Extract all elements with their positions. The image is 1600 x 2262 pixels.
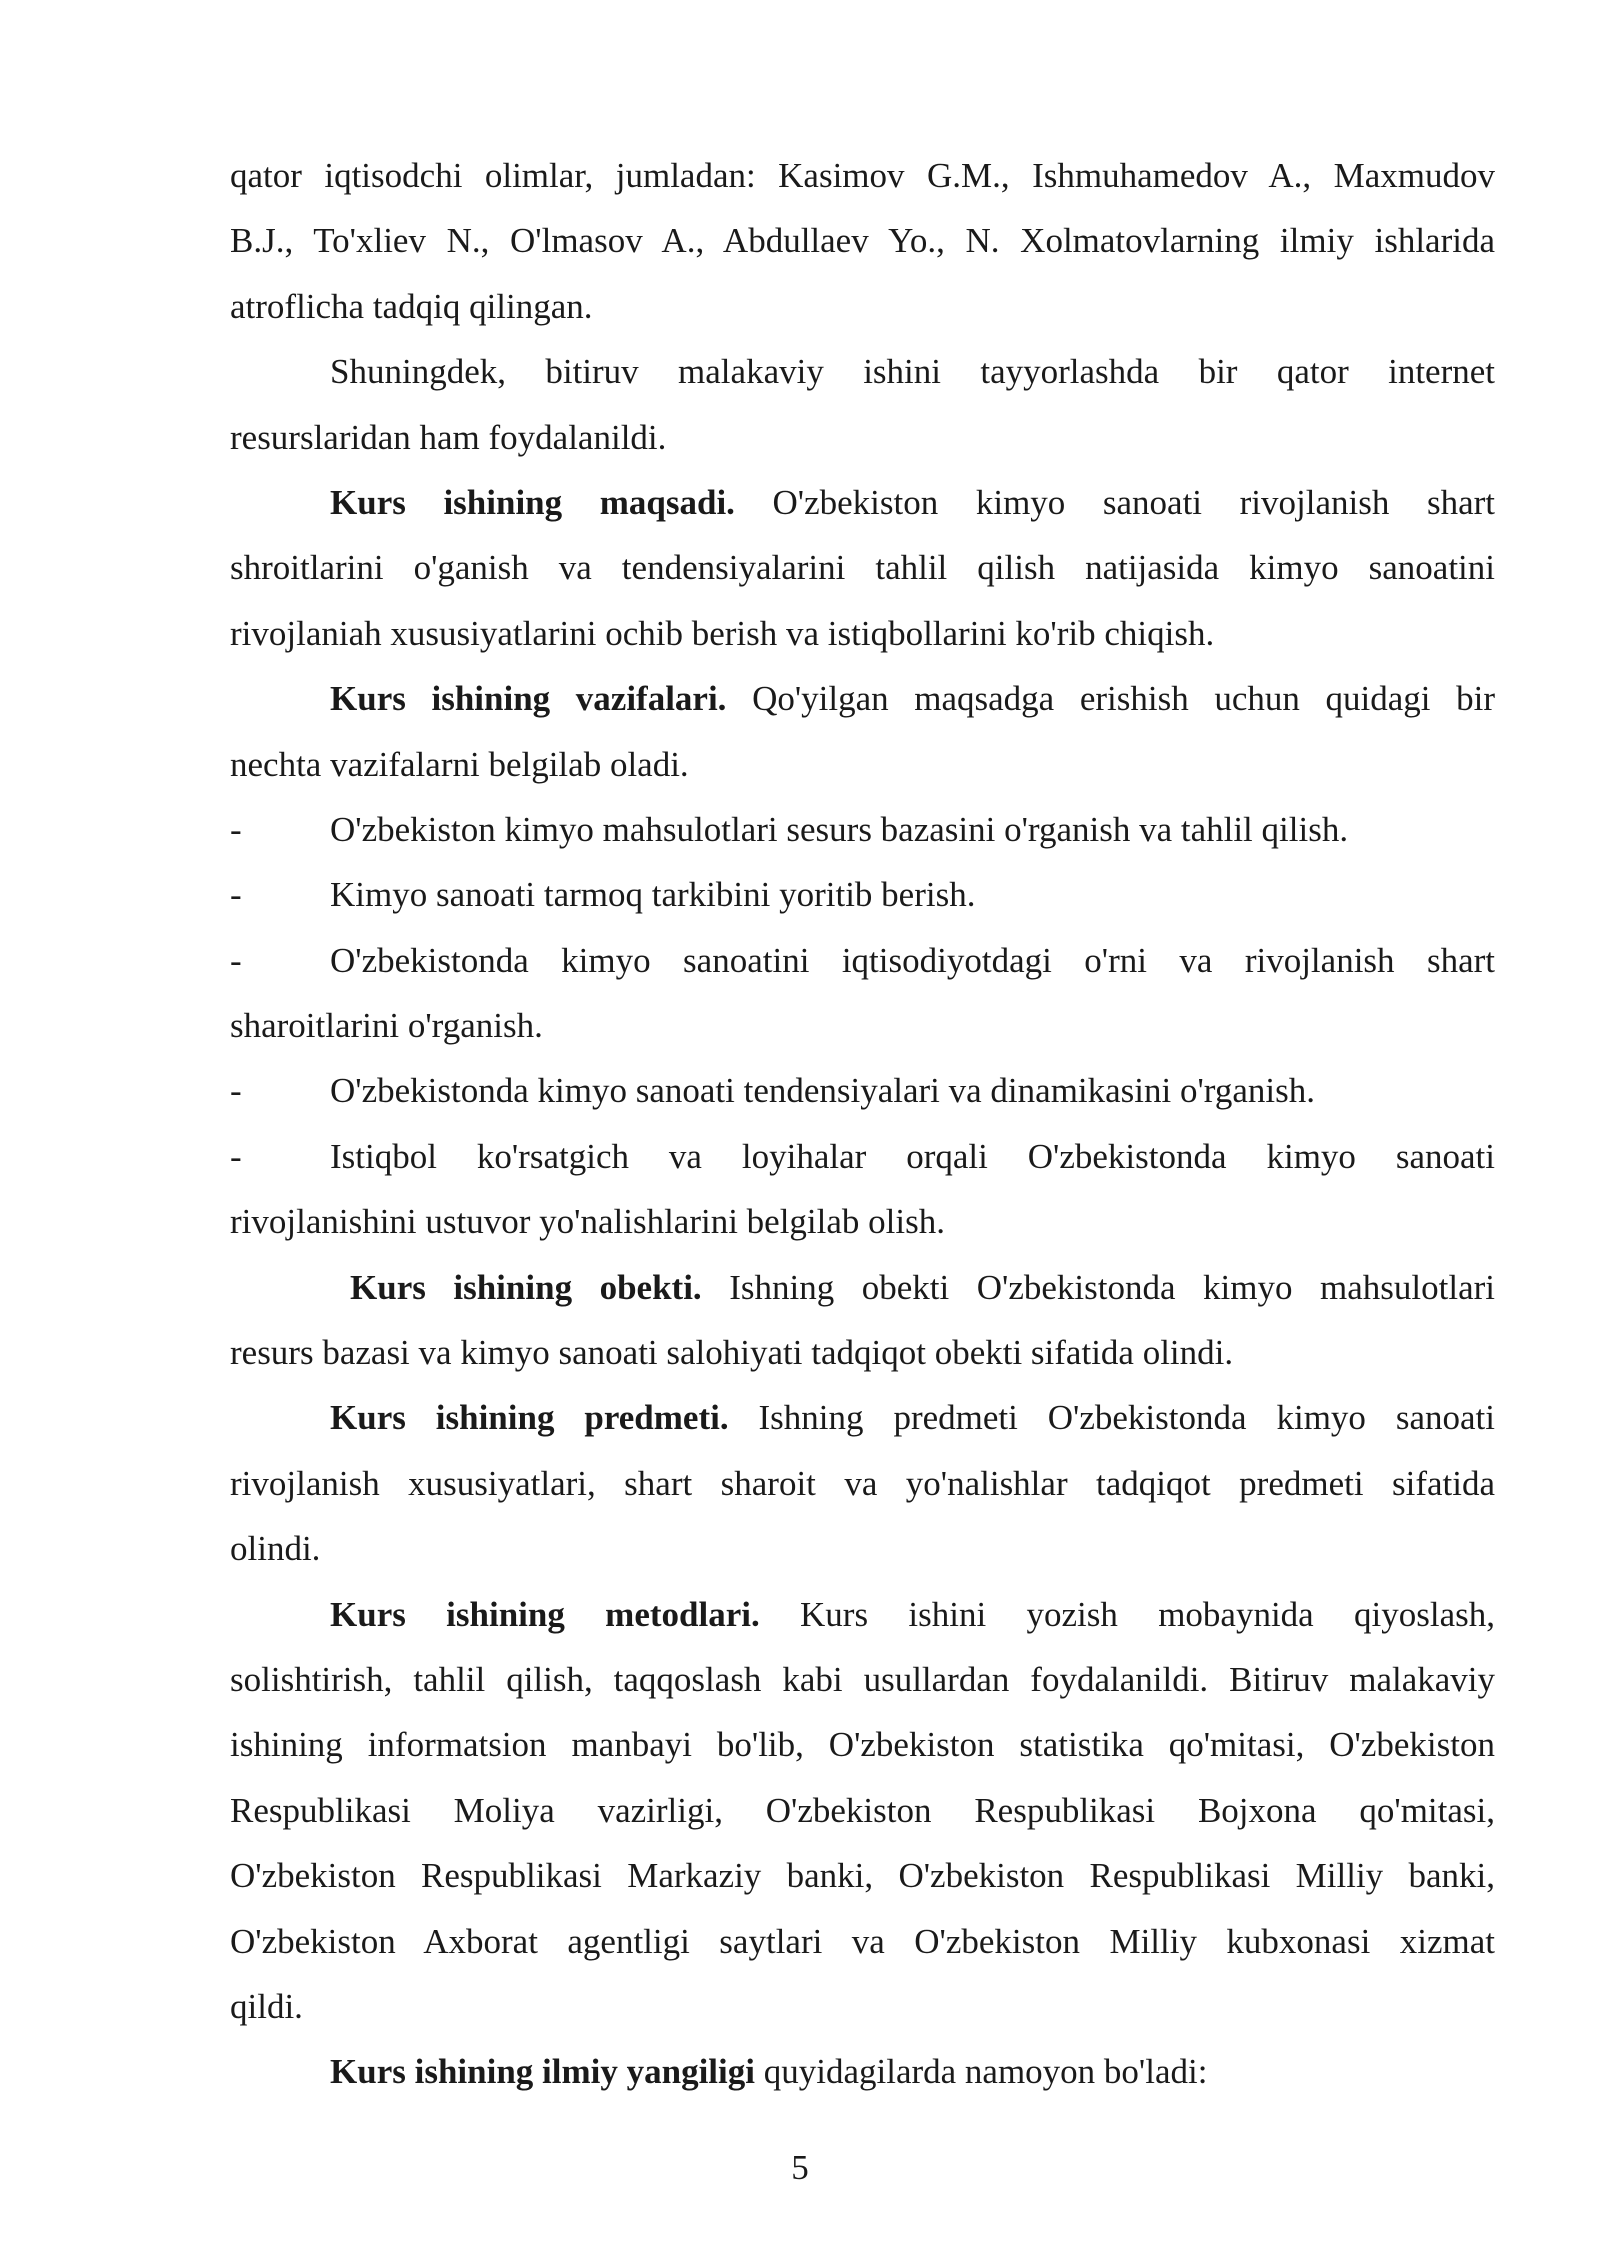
text-line: rivojlanish xususiyatlari, shart sharoit va yo'nalishlar tadqiqot predmeti sifatida [230,1463,1495,1503]
object-paragraph [230,1255,1495,1386]
novelty-heading: Kurs ishining ilmiy yangiligi [330,2052,755,2092]
text-line: ishining informatsion manbayi bo'lib, O'zbekiston statistika qo'mitasi, O'zbekiston [230,1725,1495,1765]
text-line: B.J., To'xliev N., O'lmasov A., Abdullaev Yo., N. Xolmatovlarning ilmiy ishlarida [230,221,1495,261]
list-dash: - [230,1071,242,1111]
text-line: qildi. [230,1986,303,2026]
text-line [230,1255,1495,1320]
list-item [230,1058,1495,1123]
list-item-text: Kimyo sanoati tarmoq tarkibini yoritib berish. [330,875,976,915]
subject-paragraph [230,1385,1495,1581]
text-line [230,2039,1495,2104]
text-line: resurs bazasi va kimyo sanoati salohiyati tadqiqot obekti sifatida olindi. [230,1333,1234,1373]
list-item-text: Istiqbol ko'rsatgich va loyihalar orqali O'zbekistonda kimyo sanoati [330,1136,1495,1176]
text-line: rivojlaniah xususiyatlarini ochib berish va istiqbollarini ko'rib chiqish. [230,613,1215,653]
text-line: solishtirish, tahlil qilish, taqqoslash kabi usullardan foydalanildi. Bitiruv malakaviy [230,1659,1495,1699]
text-line: Respublikasi Moliya vazirligi, O'zbekiston Respublikasi Bojxona qo'mitasi, [230,1790,1495,1830]
list-dash: - [230,940,242,980]
novelty-text: quyidagilarda namoyon bo'ladi: [754,2052,1208,2092]
tasks-heading: Kurs ishining vazifalari. [330,679,727,719]
list-item [230,797,1495,862]
text-line: O'zbekiston Axborat agentligi saytlari va O'zbekiston Milliy kubxonasi xizmat [230,1921,1495,1961]
subject-text: Ishning predmeti O'zbekistonda kimyo sanoati [728,1398,1495,1438]
goal-paragraph [230,470,1495,666]
text-line [230,666,1495,731]
text-line: nechta vazifalarni belgilab oladi. [230,744,689,784]
page-number: 5 [791,2148,809,2187]
goal-text: O'zbekiston kimyo sanoati rivojlanish shart [734,482,1495,522]
text-line: olindi. [230,1529,321,1569]
text-line [230,1582,1495,1647]
text-line: atroflicha tadqiq qilingan. [230,286,593,326]
methods-paragraph [230,1582,1495,2040]
methods-heading: Kurs ishining metodlari. [330,1594,760,1634]
list-item [230,1124,1495,1189]
goal-heading: Kurs ishining maqsadi. [330,482,735,522]
object-text: Ishning obekti O'zbekistonda kimyo mahsulotlari [701,1267,1495,1307]
list-item-text: O'zbekiston kimyo mahsulotlari sesurs bazasini o'rganish va tahlil qilish. [330,809,1349,849]
list-dash: - [230,875,242,915]
text-line: O'zbekiston Respublikasi Markaziy banki, O'zbekiston Respublikasi Milliy banki, [230,1856,1495,1896]
tasks-paragraph [230,666,1495,797]
list-item [230,862,1495,927]
task-list [230,797,1495,1255]
methods-text: Kurs ishini yozish mobaynida qiyoslash, [759,1594,1495,1634]
document-page [230,143,1495,2105]
text-line: shroitlarini o'ganish va tendensiyalarini tahlil qilish natijasida kimyo sanoatini [230,548,1495,588]
text-line: qator iqtisodchi olimlar, jumladan: Kasimov G.M., Ishmuhamedov A., Maxmudov [230,156,1495,195]
list-dash: - [230,809,242,849]
object-heading: Kurs ishining obekti. [350,1267,702,1307]
subject-heading: Kurs ishining predmeti. [330,1398,729,1438]
text-line: Shuningdek, bitiruv malakaviy ishini tayyorlashda bir qator internet [330,352,1495,392]
text-line [230,1385,1495,1450]
resources-paragraph [230,339,1495,470]
list-dash: - [230,1136,242,1176]
list-item-continuation: rivojlanishini ustuvor yo'nalishlarini belgilab olish. [230,1202,945,1242]
intro-paragraph [230,143,1495,339]
novelty-paragraph [230,2039,1495,2104]
list-item [230,928,1495,993]
tasks-text: Qo'yilgan maqsadga erishish uchun quidagi bir [726,679,1495,719]
list-item-text: O'zbekistonda kimyo sanoati tendensiyalari va dinamikasini o'rganish. [330,1071,1315,1111]
list-item-continuation: sharoitlarini o'rganish. [230,1006,543,1046]
text-line [230,470,1495,535]
list-item-text: O'zbekistonda kimyo sanoatini iqtisodiyotdagi o'rni va rivojlanish shart [330,940,1495,980]
text-line: resurslaridan ham foydalanildi. [230,417,667,457]
